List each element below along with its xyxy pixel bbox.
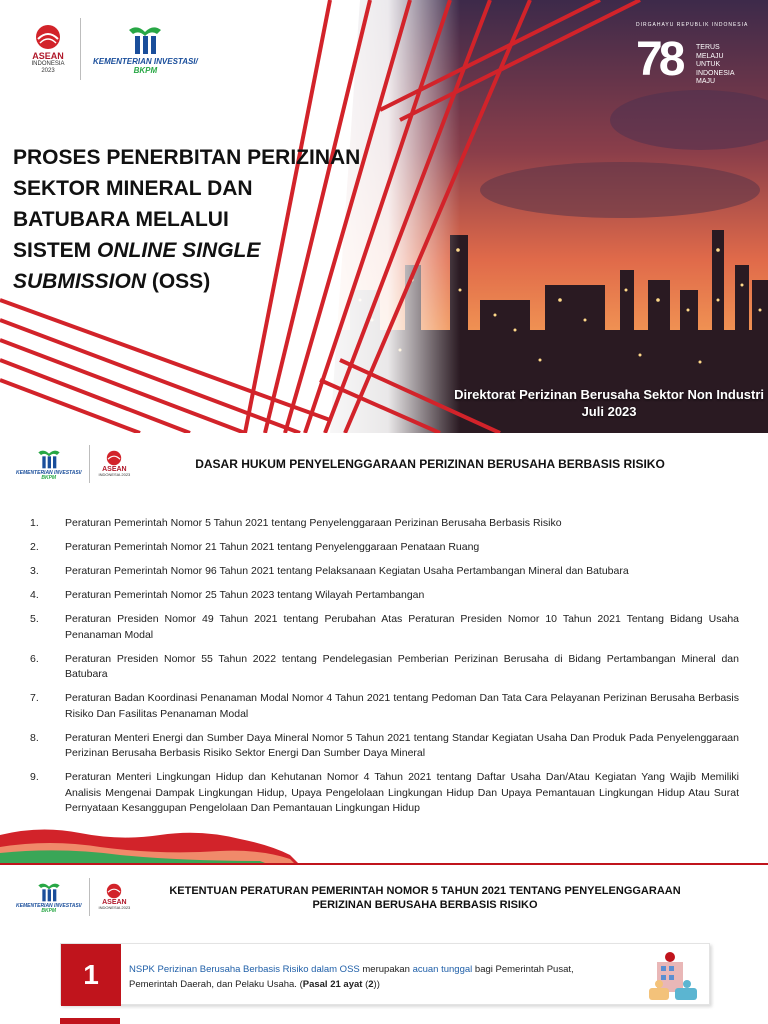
item-text-part: (	[362, 979, 369, 990]
title-line-5-italic: SUBMISSION	[13, 270, 147, 293]
anniversary-word: TERUS	[696, 44, 720, 51]
slide-heading: DASAR HUKUM PENYELENGGARAAN PERIZINAN BERUSAHA BERBASIS RISIKO	[195, 457, 665, 471]
list-text: Peraturan Pemerintah Nomor 21 Tahun 2021 tentang Penyelenggaraan Penataan Ruang	[65, 541, 480, 553]
asean-name: ASEAN	[32, 50, 64, 61]
anniversary-number: 78	[636, 33, 682, 86]
anniversary-word: MELAJU	[696, 52, 724, 60]
item-number: 1	[61, 944, 121, 1006]
asean-emblem-icon	[105, 450, 123, 466]
list-item	[30, 540, 739, 556]
list-item	[30, 731, 739, 762]
list-number: 3.	[30, 565, 39, 577]
list-text: Peraturan Menteri Lingkungan Hidup dan Kehutanan Nomor 4 Tahun 2021 tentang Daftar Usaha Dan/Atau Kegiatan Yang Wajib Memiliki Analisis Mengenai Dampak Lingkungan Hidup, Upaya Pengelolaan Lingkungan Hidup Dan Upaya Pemantauan Lingkungan Hidup Atau Surat Pernyataan Kesanggupan Pengelolaan Dan Pemantauan Lingkungan Hidup	[65, 771, 739, 814]
list-text: Peraturan Pemerintah Nomor 25 Tahun 2023 tentang Wilayah Pertambangan	[65, 589, 425, 601]
list-item	[30, 516, 739, 532]
anniversary-word: INDONESIA	[696, 69, 735, 77]
asean-logo	[28, 24, 68, 74]
anniversary-word: UNTUK	[696, 61, 721, 68]
title-line-5	[13, 266, 373, 297]
directorate-caption	[454, 386, 764, 420]
list-number: 6.	[30, 652, 39, 665]
header-logos	[28, 18, 198, 80]
item-text-part: merupakan	[359, 964, 413, 975]
item-text-part: acuan tunggal	[412, 964, 473, 975]
slide-heading	[140, 884, 710, 912]
provisions-slide	[0, 866, 768, 1024]
asean-name: ASEAN	[102, 466, 127, 474]
list-number: 2.	[30, 541, 39, 553]
regulation-list	[30, 516, 739, 825]
next-item-number	[60, 1018, 120, 1024]
list-item	[30, 564, 739, 580]
anniversary-words	[696, 44, 735, 87]
list-text: Peraturan Presiden Nomor 49 Tahun 2021 tentang Perubahan Atas Peraturan Presiden Nomor 10 Tahun 2021 Tentang Bidang Usaha Penanaman Modal	[65, 613, 739, 641]
list-text: Peraturan Pemerintah Nomor 96 Tahun 2021 tentang Pelaksanaan Kegiatan Usaha Pertambangan Mineral dan Batubara	[65, 565, 629, 577]
list-number: 7.	[30, 692, 39, 704]
item-text-part: Pasal 21 ayat	[302, 979, 363, 990]
list-number: 8.	[30, 731, 39, 744]
list-item	[30, 652, 739, 683]
title-line-5-suffix: (OSS)	[146, 270, 211, 293]
title-line-4-italic: ONLINE SINGLE	[97, 239, 261, 262]
presentation-date: Juli 2023	[581, 404, 637, 419]
asean-name: ASEAN	[102, 899, 127, 907]
slide-logos	[16, 878, 130, 916]
list-text: Peraturan Menteri Energi dan Sumber Daya Mineral Nomor 5 Tahun 2021 tentang Standar Kegiatan Usaha Dan Produk Pada Penyelenggaraan Perizinan Berusaha Berbasis Risiko Sektor Energi Dan Sumber Daya Mineral	[65, 731, 739, 759]
bkpm-emblem-icon	[34, 880, 64, 904]
asean-country: INDONESIA	[31, 60, 65, 67]
list-item	[30, 691, 739, 722]
logo-divider	[80, 18, 81, 80]
list-text: Peraturan Badan Koordinasi Penanaman Modal Nomor 4 Tahun 2021 tentang Pedoman Dan Tata Cara Pelayanan Perizinan Berusaha Berbasis Risiko Dan Fasilitas Penanaman Modal	[65, 692, 739, 720]
bkpm-logo	[16, 447, 81, 482]
list-number: 4.	[30, 589, 39, 601]
bkpm-name: KEMENTERIAN INVESTASI/	[16, 469, 82, 476]
title-line-2: SEKTOR MINERAL DAN	[13, 177, 253, 200]
anniversary-word: MAJU	[696, 78, 716, 85]
page-title	[13, 142, 373, 297]
title-line-4-prefix: SISTEM	[13, 239, 98, 262]
directorate-name: Direktorat Perizinan Berusaha Sektor Non Industri	[454, 387, 764, 402]
asean-logo	[98, 883, 130, 910]
item-text-part: bagi Pemerintah Pusat, Pemerintah Daerah, dan Pelaku Usaha. (	[129, 964, 574, 990]
asean-sub: INDONESIA 2023	[98, 472, 131, 478]
list-item	[30, 612, 739, 643]
bkpm-abbr: BKPM	[41, 908, 57, 914]
anniversary-top-text: DIRGAHAYU REPUBLIK INDONESIA	[636, 22, 749, 28]
item-text-part: ))	[373, 979, 380, 990]
ri-78-anniversary-logo	[636, 22, 756, 102]
item-text-part: 2	[368, 979, 374, 990]
title-line-4	[13, 235, 373, 266]
bkpm-name: KEMENTERIAN INVESTASI/	[16, 902, 82, 909]
list-number: 1.	[30, 517, 39, 529]
bkpm-name: KEMENTERIAN INVESTASI/	[93, 57, 198, 67]
asean-year: 2023	[41, 67, 55, 74]
list-text: Peraturan Presiden Nomor 55 Tahun 2022 tentang Pendelegasian Pemberian Perizinan Berusaha di Bidang Pertambangan Mineral dan Batubara	[65, 652, 739, 680]
bkpm-emblem-icon	[34, 447, 64, 471]
slide-logos	[16, 445, 130, 483]
asean-logo	[98, 450, 130, 477]
decorative-wave	[0, 825, 768, 865]
asean-sub: INDONESIA 2023	[98, 905, 131, 911]
asean-emblem-icon	[105, 883, 123, 899]
logo-divider	[89, 878, 90, 916]
list-number: 9.	[30, 771, 39, 783]
heading-line-1: KETENTUAN PERATURAN PEMERINTAH NOMOR 5 TAHUN 2021 TENTANG PENYELENGGARAAN	[169, 885, 681, 897]
list-text: Peraturan Pemerintah Nomor 5 Tahun 2021 tentang Penyelenggaraan Perizinan Berusaha Berbasis Risiko	[65, 517, 562, 529]
heading-line-2: PERIZINAN BERUSAHA BERBASIS RISIKO	[312, 899, 538, 911]
bkpm-emblem-icon	[123, 22, 167, 58]
bkpm-abbr: BKPM	[41, 475, 57, 481]
list-number: 5.	[30, 613, 39, 625]
logo-divider	[89, 445, 90, 483]
title-line-1: PROSES PENERBITAN PERIZINAN	[13, 146, 361, 169]
title-slide	[0, 0, 768, 433]
asean-emblem-icon	[33, 24, 63, 50]
list-item	[30, 588, 739, 604]
government-building-icon	[645, 948, 701, 1004]
title-line-3: BATUBARA MELALUI	[13, 208, 229, 231]
bkpm-abbr: BKPM	[133, 66, 158, 75]
provision-item	[60, 943, 710, 1005]
list-item	[30, 770, 739, 817]
bkpm-logo	[93, 22, 198, 76]
legal-basis-slide	[0, 433, 768, 865]
item-text	[129, 962, 589, 992]
bkpm-logo	[16, 880, 81, 915]
item-text-part: NSPK Perizinan Berusaha Berbasis Risiko dalam OSS	[129, 964, 360, 975]
